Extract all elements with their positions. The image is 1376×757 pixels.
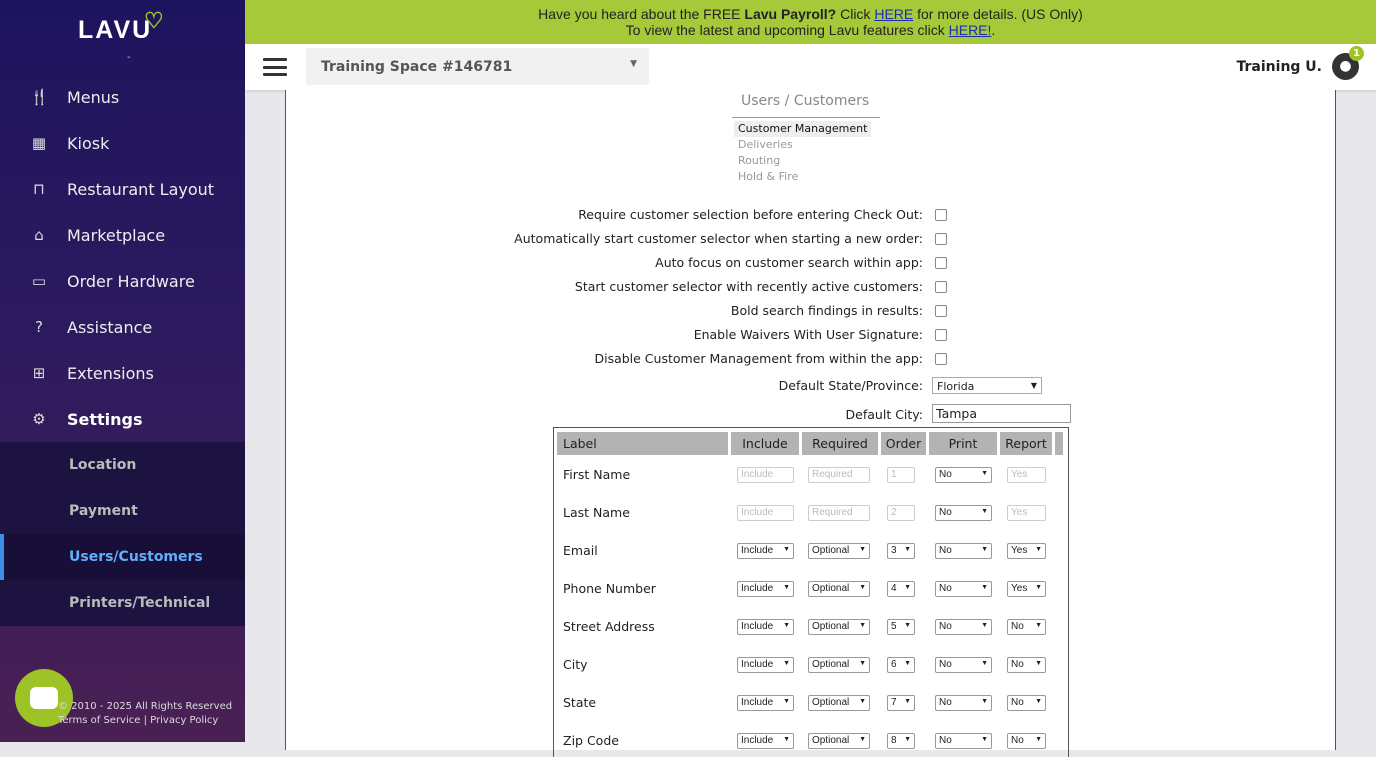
required-select[interactable]: Optional ▼ (808, 657, 870, 673)
order-select[interactable]: 8 ▼ (887, 733, 915, 749)
sidebar-item-label: Restaurant Layout (67, 179, 215, 199)
report-select[interactable]: No ▼ (1007, 695, 1046, 711)
store-icon: ⌂ (34, 226, 44, 244)
order-field[interactable]: 2 (887, 505, 915, 521)
option-label: Start customer selector with recently active customers: (574, 279, 923, 294)
field-label: Street Address (563, 619, 655, 634)
default-city-input[interactable]: Tampa (932, 404, 1071, 423)
column-header-required: Required (802, 432, 878, 455)
include-select[interactable]: Include ▼ (737, 733, 794, 749)
tab-hold-fire[interactable]: Hold & Fire (738, 170, 799, 183)
print-select[interactable]: No ▼ (935, 543, 992, 559)
table-row (554, 541, 1068, 561)
sidebar-item-label: Extensions (67, 363, 154, 383)
settings-submenu (0, 442, 245, 626)
hardware-icon: ▭ (31, 272, 47, 290)
required-select[interactable]: Optional ▼ (808, 581, 870, 597)
default-state-label: Default State/Province: (778, 378, 923, 393)
sub-tabs (734, 121, 871, 185)
features-here-link[interactable]: HERE! (948, 22, 992, 38)
table-row (554, 655, 1068, 675)
print-select[interactable]: No ▼ (935, 505, 992, 521)
submenu-item-location[interactable]: Location (69, 457, 137, 473)
layout-icon: ⊓ (33, 180, 45, 198)
option-checkbox[interactable] (935, 209, 947, 221)
field-label: City (563, 657, 588, 672)
sidebar-item-assistance[interactable] (0, 304, 245, 350)
print-select[interactable]: No ▼ (935, 733, 992, 749)
gear-icon: ⚙ (32, 410, 46, 428)
banner-text: for more details. (US Only) (913, 6, 1083, 22)
copyright: © 2010 - 2025 All Rights Reserved (58, 701, 233, 712)
table-row (554, 503, 1068, 523)
chat-icon (30, 687, 58, 709)
option-checkbox[interactable] (935, 281, 947, 293)
option-label: Bold search findings in results: (730, 303, 923, 318)
order-select[interactable]: 6 ▼ (887, 657, 915, 673)
column-header-print: Print (929, 432, 997, 455)
report-select[interactable]: Yes ▼ (1007, 581, 1046, 597)
report-field[interactable]: Yes (1007, 505, 1046, 521)
utensils-icon: 🍴 (30, 88, 49, 106)
tab-customer-management[interactable]: Customer Management (734, 121, 871, 137)
terms-link[interactable]: Terms of Service (58, 715, 141, 726)
submenu-item-users-customers[interactable]: Users/Customers (0, 534, 245, 580)
tab-routing[interactable]: Routing (738, 154, 781, 167)
print-select[interactable]: No ▼ (935, 581, 992, 597)
print-select[interactable]: No ▼ (935, 695, 992, 711)
sidebar-footer (58, 700, 232, 728)
sidebar-item-label: Settings (67, 409, 143, 429)
sidebar-item-kiosk[interactable] (0, 120, 245, 166)
sidebar (0, 0, 245, 742)
option-label: Automatically start customer selector when starting a new order: (514, 231, 923, 246)
sidebar-item-menus[interactable] (0, 74, 245, 120)
column-header-include: Include (731, 432, 799, 455)
banner-text: Have you heard about the FREE (538, 6, 745, 22)
help-icon: ? (35, 318, 43, 336)
caret-down-icon: ▼ (630, 59, 637, 69)
logo-text: LAVU (78, 16, 153, 44)
option-checkbox[interactable] (935, 353, 947, 365)
banner-payroll: Lavu Payroll? (744, 6, 837, 22)
required-field[interactable]: Required (808, 467, 870, 483)
column-header-report: Report (1000, 432, 1052, 455)
divider (732, 117, 880, 118)
include-select[interactable]: Include ▼ (737, 657, 794, 673)
field-label: Zip Code (563, 733, 619, 748)
payroll-here-link[interactable]: HERE (874, 6, 914, 22)
report-select[interactable]: No ▼ (1007, 619, 1046, 635)
print-select[interactable]: No ▼ (935, 619, 992, 635)
print-select[interactable]: No ▼ (935, 657, 992, 673)
option-label: Auto focus on customer search within app: (655, 255, 923, 270)
tab-deliveries[interactable]: Deliveries (738, 138, 793, 151)
location-name: Training Space #146781 (321, 59, 513, 75)
include-select[interactable]: Include ▼ (737, 543, 794, 559)
column-header-label: Label (557, 432, 728, 455)
required-select[interactable]: Optional ▼ (808, 619, 870, 635)
kiosk-icon: ▦ (31, 134, 47, 152)
sidebar-item-restaurant-layout[interactable] (0, 166, 245, 212)
order-select[interactable]: 3 ▼ (887, 543, 915, 559)
report-field[interactable]: Yes (1007, 467, 1046, 483)
option-label: Enable Waivers With User Signature: (693, 327, 923, 342)
field-label: Last Name (563, 505, 630, 520)
include-select[interactable]: Include ▼ (737, 581, 794, 597)
column-header-order: Order (881, 432, 926, 455)
option-checkbox[interactable] (935, 305, 947, 317)
customer-fields-table (553, 427, 1069, 757)
submenu-item-printers-technical[interactable]: Printers/Technical (69, 595, 211, 611)
table-row (554, 465, 1068, 485)
sidebar-item-label: Marketplace (67, 225, 166, 245)
option-checkbox[interactable] (935, 233, 947, 245)
caret-down-icon: ▼ (1030, 381, 1037, 390)
order-select[interactable]: 4 ▼ (887, 581, 915, 597)
user-avatar-icon[interactable]: ● (1332, 53, 1359, 80)
banner-text: . (991, 22, 996, 38)
sidebar-item-extensions[interactable] (0, 350, 245, 396)
content-panel (285, 90, 1336, 750)
table-row (554, 579, 1068, 599)
report-select[interactable]: Yes ▼ (1007, 543, 1046, 559)
include-field[interactable]: Include (737, 467, 794, 483)
table-row (554, 693, 1068, 713)
report-select[interactable]: No ▼ (1007, 657, 1046, 673)
sidebar-item-marketplace[interactable] (0, 212, 245, 258)
separator: | (143, 715, 147, 726)
sidebar-item-settings[interactable] (0, 396, 245, 442)
field-label: First Name (563, 467, 631, 482)
required-select[interactable]: Optional ▼ (808, 695, 870, 711)
banner-text: Click (836, 6, 875, 22)
field-label: State (563, 695, 597, 710)
order-select[interactable]: 5 ▼ (887, 619, 915, 635)
default-city-label: Default City: (845, 407, 923, 422)
state-value: Florida (937, 380, 975, 393)
print-select[interactable]: No ▼ (935, 467, 992, 483)
location-selector[interactable] (306, 48, 649, 85)
required-select[interactable]: Optional ▼ (808, 543, 870, 559)
required-field[interactable]: Required (808, 505, 870, 521)
option-checkbox[interactable] (935, 329, 947, 341)
sidebar-nav (0, 74, 245, 626)
table-row (554, 731, 1068, 751)
heart-icon: ♡ (144, 8, 166, 33)
include-field[interactable]: Include (737, 505, 794, 521)
sidebar-item-label: Kiosk (67, 133, 110, 153)
option-checkbox[interactable] (935, 257, 947, 269)
report-select[interactable]: No ▼ (1007, 733, 1046, 749)
top-header (245, 44, 1376, 90)
notification-badge[interactable]: 1 (1349, 46, 1364, 61)
submenu-item-payment[interactable]: Payment (69, 503, 138, 519)
field-label: Phone Number (563, 581, 656, 596)
table-row (554, 617, 1068, 637)
sidebar-item-label: Order Hardware (67, 271, 195, 291)
plus-square-icon: ⊞ (32, 364, 46, 382)
option-label: Require customer selection before entering Check Out: (578, 207, 923, 222)
option-label: Disable Customer Management from within the app: (594, 351, 923, 366)
sidebar-item-label: Assistance (67, 317, 153, 337)
sidebar-item-order-hardware[interactable] (0, 258, 245, 304)
column-header-spacer (1055, 432, 1063, 455)
order-field[interactable]: 1 (887, 467, 915, 483)
order-select[interactable]: 7 ▼ (887, 695, 915, 711)
include-select[interactable]: Include ▼ (737, 695, 794, 711)
hamburger-menu-icon[interactable] (263, 58, 287, 76)
tagline: - (127, 52, 131, 63)
sidebar-item-label: Menus (67, 87, 120, 107)
privacy-link[interactable]: Privacy Policy (150, 715, 219, 726)
field-label: Email (563, 543, 598, 558)
required-select[interactable]: Optional ▼ (808, 733, 870, 749)
default-state-select[interactable] (932, 377, 1042, 394)
page-title: Users / Customers (741, 93, 870, 109)
lavu-logo[interactable] (78, 8, 166, 45)
announcement-banner (245, 0, 1376, 44)
include-select[interactable]: Include ▼ (737, 619, 794, 635)
banner-text: To view the latest and upcoming Lavu features click (625, 22, 949, 38)
user-name[interactable]: Training U. (1236, 59, 1322, 75)
